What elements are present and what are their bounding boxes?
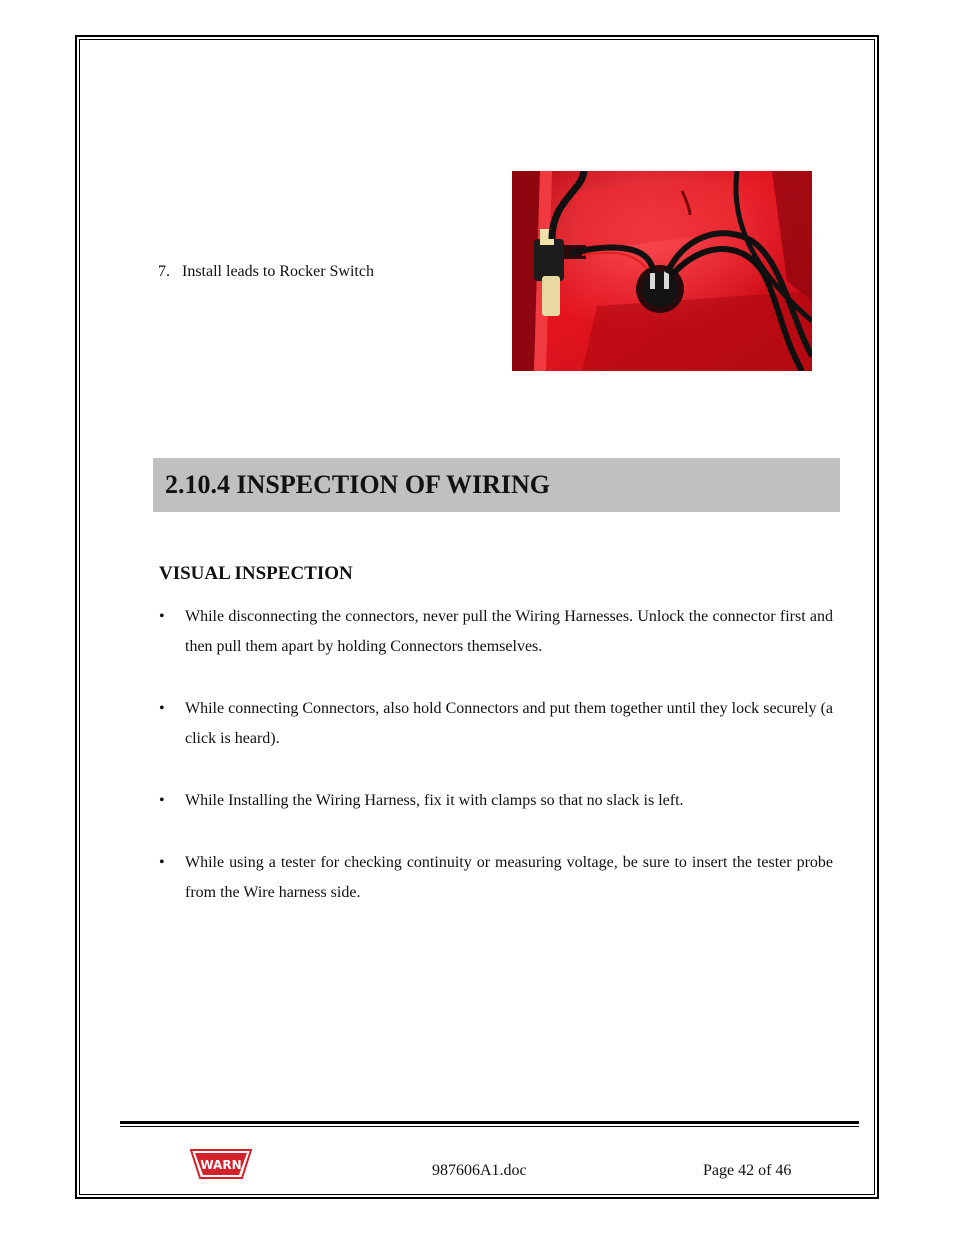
footer-rule-thin bbox=[120, 1126, 859, 1127]
list-item bbox=[159, 848, 833, 908]
bullet-glyph: • bbox=[159, 608, 165, 625]
logo-text: WARN bbox=[200, 1158, 242, 1172]
list-item bbox=[159, 602, 833, 662]
footer-doc-name: 987606A1.doc bbox=[432, 1162, 527, 1179]
list-item bbox=[159, 694, 833, 754]
warn-logo bbox=[190, 1148, 252, 1180]
list-item-text: While disconnecting the connectors, never pull the Wiring Harnesses. Unlock the connector first and then pull them apart by holding Connectors themselves. bbox=[185, 608, 833, 655]
inspection-list bbox=[159, 602, 833, 908]
step-text: Install leads to Rocker Switch bbox=[182, 263, 374, 280]
list-item-text: While connecting Connectors, also hold Connectors and put them together until they lock securely (a click is heard). bbox=[185, 700, 833, 747]
bullet-glyph: • bbox=[159, 854, 165, 871]
bullet-glyph: • bbox=[159, 700, 165, 717]
list-item bbox=[159, 786, 833, 816]
section-title: 2.10.4 INSPECTION OF WIRING bbox=[165, 470, 550, 499]
step-7 bbox=[158, 263, 374, 281]
list-item-text: While using a tester for checking continuity or measuring voltage, be sure to insert the tester probe from the Wire harness side. bbox=[185, 854, 833, 901]
footer-page-number: Page 42 of 46 bbox=[703, 1162, 792, 1179]
bullet-glyph: • bbox=[159, 792, 165, 809]
visual-inspection-heading: VISUAL INSPECTION bbox=[159, 563, 353, 584]
section-header bbox=[153, 458, 840, 512]
rocker-switch-photo bbox=[512, 171, 812, 371]
footer-rule-thick bbox=[120, 1121, 859, 1124]
step-number: 7. bbox=[158, 263, 170, 280]
list-item-text: While Installing the Wiring Harness, fix it with clamps so that no slack is left. bbox=[185, 792, 684, 809]
